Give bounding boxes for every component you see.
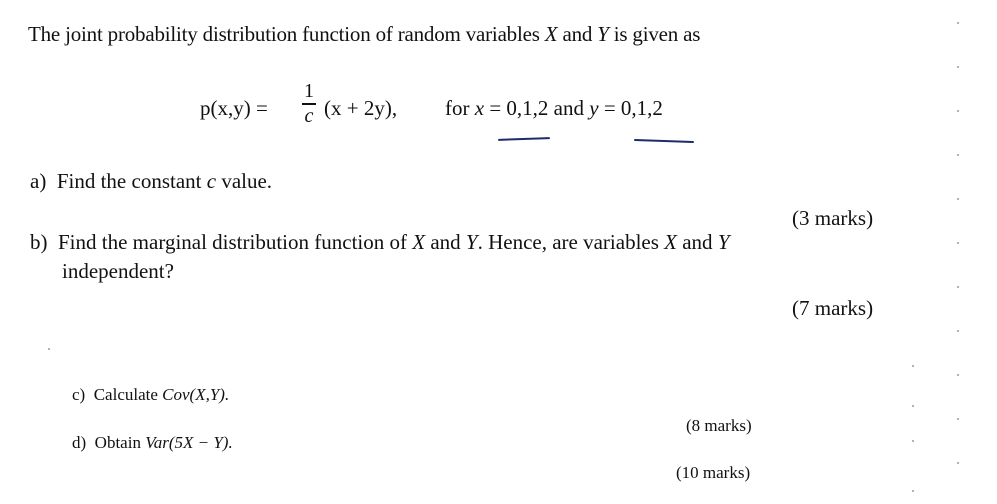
scan-speck <box>957 374 959 376</box>
question-d: d) Obtain Var(5X − Y). <box>72 433 233 452</box>
scan-speck <box>957 242 959 244</box>
marks-b: (7 marks) <box>792 296 874 320</box>
scan-speck <box>957 66 959 68</box>
marks-a: (3 marks) <box>792 206 874 230</box>
question-b: b) Find the marginal distribution function of X and Y. Hence, are variables X and Y <box>30 230 730 254</box>
scan-speck <box>957 286 959 288</box>
fraction-denominator: c <box>304 104 314 127</box>
var-y: Y <box>597 22 609 46</box>
scan-speck <box>48 348 50 350</box>
question-c: c) Calculate Cov(X,Y). <box>72 385 230 404</box>
handwritten-underline-y <box>634 139 694 143</box>
scan-speck <box>957 198 959 200</box>
formula-rhs: (x + 2y), <box>324 96 398 120</box>
question-c-label: c) <box>72 385 86 404</box>
scan-speck <box>912 490 914 492</box>
var-x: X <box>544 22 558 46</box>
scan-speck <box>957 330 959 332</box>
question-b-label: b) <box>30 230 48 254</box>
question-b-line2: independent? <box>62 259 174 283</box>
marks-c: (8 marks) <box>686 416 752 435</box>
question-a-label: a) <box>30 169 47 193</box>
problem-statement: The joint probability distribution function of random variables X and Y is given as <box>28 22 701 46</box>
scan-speck <box>957 462 959 464</box>
fraction-numerator: 1 <box>304 80 314 102</box>
cov-expression: Cov(X,Y). <box>162 385 230 404</box>
handwritten-underline-x <box>498 137 550 141</box>
var-expression: Var(5X − Y). <box>145 433 233 452</box>
scan-speck <box>912 440 914 442</box>
scan-speck <box>957 154 959 156</box>
formula-fraction <box>302 80 316 127</box>
scan-speck <box>912 365 914 367</box>
question-a: a) Find the constant c value. <box>30 169 273 193</box>
scan-speck <box>957 22 959 24</box>
formula-lhs: p(x,y) = <box>200 96 268 120</box>
scan-speck <box>912 405 914 407</box>
scan-speck <box>957 110 959 112</box>
formula-condition: for x = 0,1,2 and y = 0,1,2 <box>445 96 663 120</box>
scan-speck <box>957 418 959 420</box>
marks-d: (10 marks) <box>676 463 751 482</box>
question-d-label: d) <box>72 433 87 452</box>
